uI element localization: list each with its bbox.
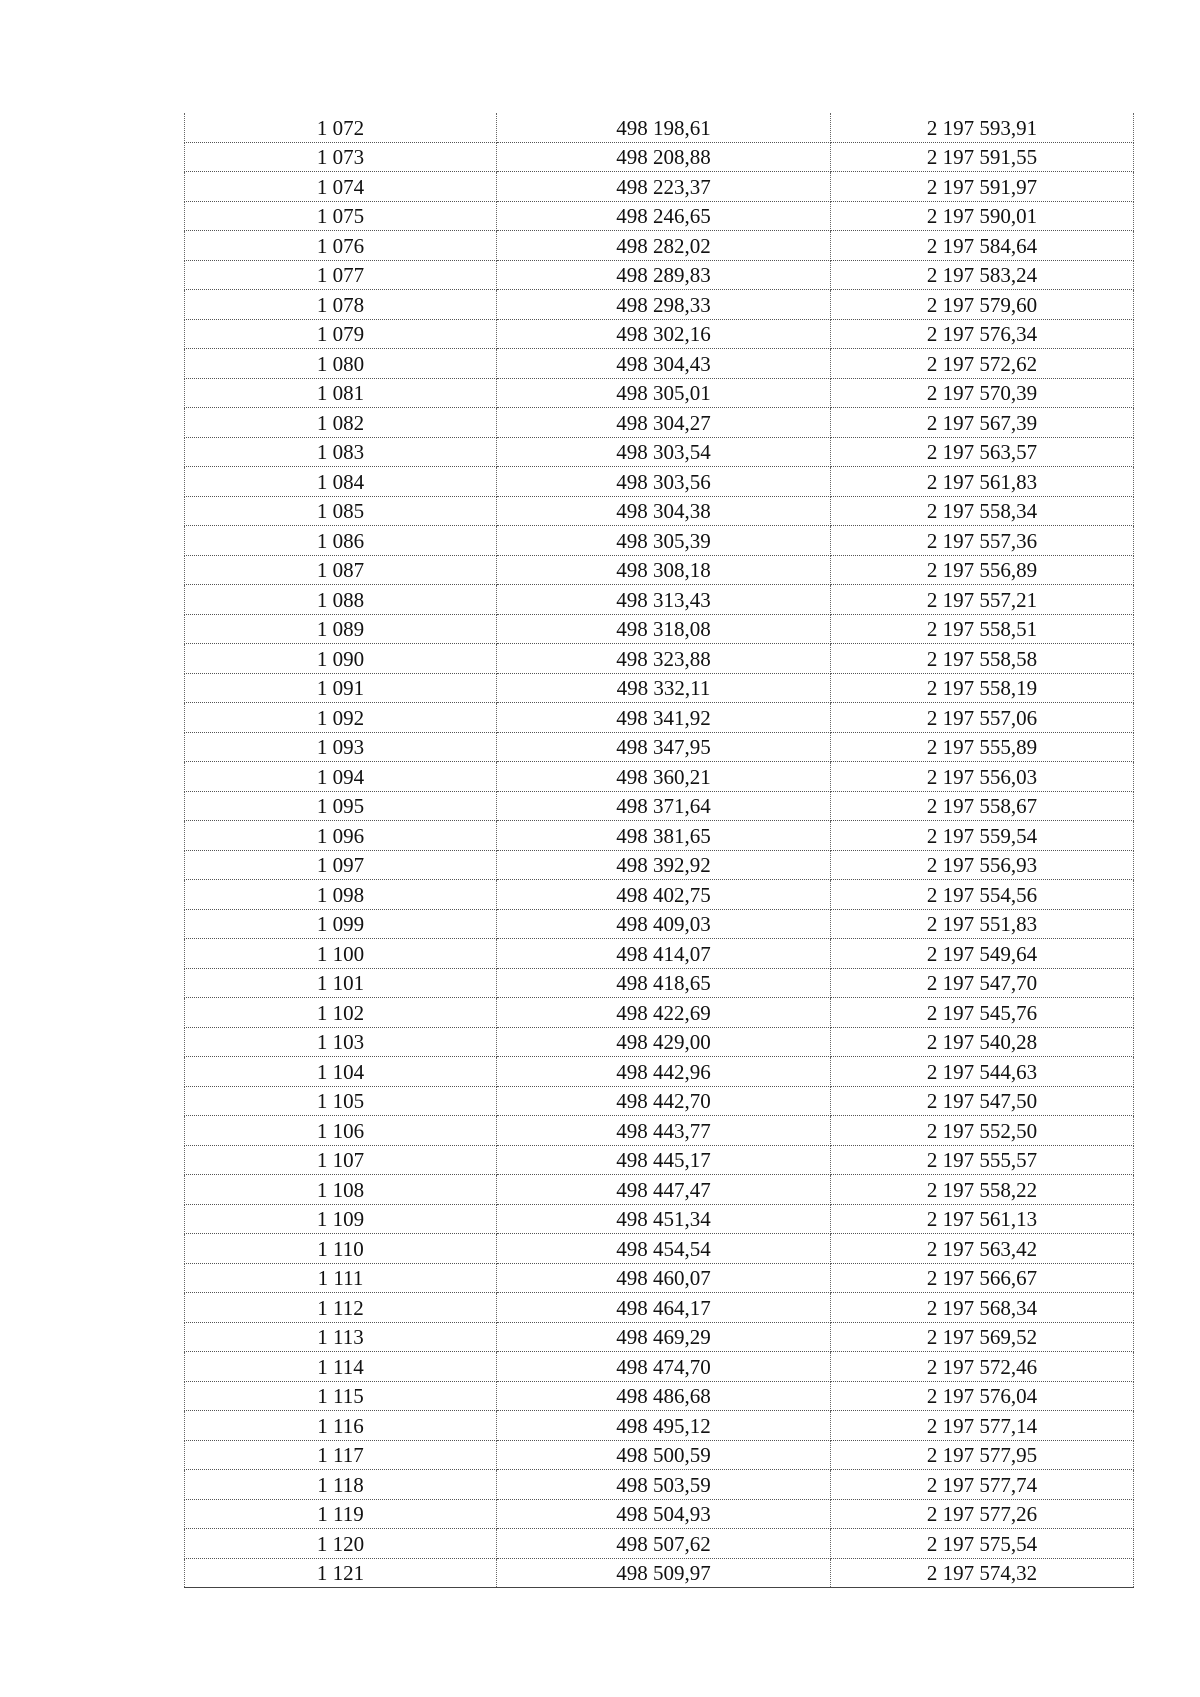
x-coordinate-cell: 498 445,17: [497, 1145, 831, 1175]
table-row: [185, 408, 1134, 438]
x-coordinate-cell: 498 504,93: [497, 1499, 831, 1529]
y-coordinate-cell: 2 197 570,39: [831, 378, 1134, 408]
x-coordinate-cell: 498 223,37: [497, 172, 831, 202]
y-coordinate-cell: 2 197 557,36: [831, 526, 1134, 556]
table-row: [185, 1411, 1134, 1441]
point-number-cell: 1 083: [185, 437, 497, 467]
y-coordinate-cell: 2 197 556,93: [831, 850, 1134, 880]
table-row: [185, 821, 1134, 851]
point-number-cell: 1 109: [185, 1204, 497, 1234]
x-coordinate-cell: 498 500,59: [497, 1440, 831, 1470]
x-coordinate-cell: 498 507,62: [497, 1529, 831, 1559]
table-row: [185, 1057, 1134, 1087]
point-number-cell: 1 115: [185, 1381, 497, 1411]
table-row: [185, 1027, 1134, 1057]
point-number-cell: 1 091: [185, 673, 497, 703]
y-coordinate-cell: 2 197 583,24: [831, 260, 1134, 290]
table-row: [185, 113, 1134, 142]
x-coordinate-cell: 498 198,61: [497, 113, 831, 142]
x-coordinate-cell: 498 304,27: [497, 408, 831, 438]
table-row: [185, 998, 1134, 1028]
point-number-cell: 1 097: [185, 850, 497, 880]
x-coordinate-cell: 498 347,95: [497, 732, 831, 762]
x-coordinate-cell: 498 469,29: [497, 1322, 831, 1352]
point-number-cell: 1 108: [185, 1175, 497, 1205]
y-coordinate-cell: 2 197 547,50: [831, 1086, 1134, 1116]
x-coordinate-cell: 498 298,33: [497, 290, 831, 320]
table-row: [185, 231, 1134, 261]
point-number-cell: 1 079: [185, 319, 497, 349]
point-number-cell: 1 075: [185, 201, 497, 231]
x-coordinate-cell: 498 305,39: [497, 526, 831, 556]
y-coordinate-cell: 2 197 576,34: [831, 319, 1134, 349]
table-row: [185, 1440, 1134, 1470]
y-coordinate-cell: 2 197 557,06: [831, 703, 1134, 733]
y-coordinate-cell: 2 197 555,57: [831, 1145, 1134, 1175]
y-coordinate-cell: 2 197 577,74: [831, 1470, 1134, 1500]
x-coordinate-cell: 498 495,12: [497, 1411, 831, 1441]
x-coordinate-cell: 498 503,59: [497, 1470, 831, 1500]
point-number-cell: 1 107: [185, 1145, 497, 1175]
y-coordinate-cell: 2 197 544,63: [831, 1057, 1134, 1087]
table-row: [185, 172, 1134, 202]
x-coordinate-cell: 498 402,75: [497, 880, 831, 910]
x-coordinate-cell: 498 308,18: [497, 555, 831, 585]
x-coordinate-cell: 498 323,88: [497, 644, 831, 674]
x-coordinate-cell: 498 303,56: [497, 467, 831, 497]
table-row: [185, 349, 1134, 379]
point-number-cell: 1 098: [185, 880, 497, 910]
y-coordinate-cell: 2 197 556,03: [831, 762, 1134, 792]
y-coordinate-cell: 2 197 590,01: [831, 201, 1134, 231]
table-row: [185, 1086, 1134, 1116]
x-coordinate-cell: 498 486,68: [497, 1381, 831, 1411]
table-row: [185, 880, 1134, 910]
y-coordinate-cell: 2 197 561,83: [831, 467, 1134, 497]
x-coordinate-cell: 498 464,17: [497, 1293, 831, 1323]
table-row: [185, 1322, 1134, 1352]
table-row: [185, 1293, 1134, 1323]
point-number-cell: 1 116: [185, 1411, 497, 1441]
coordinates-table: [184, 113, 1134, 1588]
point-number-cell: 1 090: [185, 644, 497, 674]
y-coordinate-cell: 2 197 574,32: [831, 1558, 1134, 1588]
table-row: [185, 1116, 1134, 1146]
point-number-cell: 1 113: [185, 1322, 497, 1352]
table-row: [185, 290, 1134, 320]
y-coordinate-cell: 2 197 569,52: [831, 1322, 1134, 1352]
table-row: [185, 1204, 1134, 1234]
point-number-cell: 1 077: [185, 260, 497, 290]
point-number-cell: 1 095: [185, 791, 497, 821]
y-coordinate-cell: 2 197 577,14: [831, 1411, 1134, 1441]
x-coordinate-cell: 498 443,77: [497, 1116, 831, 1146]
table-row: [185, 437, 1134, 467]
point-number-cell: 1 080: [185, 349, 497, 379]
table-row: [185, 1499, 1134, 1529]
point-number-cell: 1 120: [185, 1529, 497, 1559]
point-number-cell: 1 104: [185, 1057, 497, 1087]
table-row: [185, 585, 1134, 615]
point-number-cell: 1 121: [185, 1558, 497, 1588]
table-row: [185, 201, 1134, 231]
x-coordinate-cell: 498 454,54: [497, 1234, 831, 1264]
y-coordinate-cell: 2 197 591,55: [831, 142, 1134, 172]
y-coordinate-cell: 2 197 558,67: [831, 791, 1134, 821]
x-coordinate-cell: 498 332,11: [497, 673, 831, 703]
point-number-cell: 1 101: [185, 968, 497, 998]
x-coordinate-cell: 498 381,65: [497, 821, 831, 851]
point-number-cell: 1 117: [185, 1440, 497, 1470]
y-coordinate-cell: 2 197 567,39: [831, 408, 1134, 438]
y-coordinate-cell: 2 197 554,56: [831, 880, 1134, 910]
table-row: [185, 378, 1134, 408]
x-coordinate-cell: 498 371,64: [497, 791, 831, 821]
y-coordinate-cell: 2 197 561,13: [831, 1204, 1134, 1234]
x-coordinate-cell: 498 418,65: [497, 968, 831, 998]
point-number-cell: 1 072: [185, 113, 497, 142]
y-coordinate-cell: 2 197 577,95: [831, 1440, 1134, 1470]
point-number-cell: 1 092: [185, 703, 497, 733]
table-row: [185, 526, 1134, 556]
y-coordinate-cell: 2 197 540,28: [831, 1027, 1134, 1057]
x-coordinate-cell: 498 305,01: [497, 378, 831, 408]
table-row: [185, 1381, 1134, 1411]
point-number-cell: 1 086: [185, 526, 497, 556]
table-row: [185, 467, 1134, 497]
x-coordinate-cell: 498 318,08: [497, 614, 831, 644]
y-coordinate-cell: 2 197 577,26: [831, 1499, 1134, 1529]
x-coordinate-cell: 498 460,07: [497, 1263, 831, 1293]
y-coordinate-cell: 2 197 558,34: [831, 496, 1134, 526]
x-coordinate-cell: 498 304,43: [497, 349, 831, 379]
x-coordinate-cell: 498 341,92: [497, 703, 831, 733]
x-coordinate-cell: 498 414,07: [497, 939, 831, 969]
y-coordinate-cell: 2 197 545,76: [831, 998, 1134, 1028]
point-number-cell: 1 118: [185, 1470, 497, 1500]
table-row: [185, 791, 1134, 821]
y-coordinate-cell: 2 197 558,58: [831, 644, 1134, 674]
table-row: [185, 762, 1134, 792]
point-number-cell: 1 114: [185, 1352, 497, 1382]
point-number-cell: 1 073: [185, 142, 497, 172]
coordinates-table-body: [185, 113, 1134, 1588]
x-coordinate-cell: 498 313,43: [497, 585, 831, 615]
table-row: [185, 614, 1134, 644]
y-coordinate-cell: 2 197 584,64: [831, 231, 1134, 261]
table-row: [185, 673, 1134, 703]
y-coordinate-cell: 2 197 549,64: [831, 939, 1134, 969]
y-coordinate-cell: 2 197 568,34: [831, 1293, 1134, 1323]
point-number-cell: 1 105: [185, 1086, 497, 1116]
y-coordinate-cell: 2 197 579,60: [831, 290, 1134, 320]
y-coordinate-cell: 2 197 547,70: [831, 968, 1134, 998]
y-coordinate-cell: 2 197 572,46: [831, 1352, 1134, 1382]
x-coordinate-cell: 498 392,92: [497, 850, 831, 880]
x-coordinate-cell: 498 282,02: [497, 231, 831, 261]
y-coordinate-cell: 2 197 576,04: [831, 1381, 1134, 1411]
table-row: [185, 1234, 1134, 1264]
point-number-cell: 1 078: [185, 290, 497, 320]
y-coordinate-cell: 2 197 563,57: [831, 437, 1134, 467]
table-row: [185, 1145, 1134, 1175]
table-row: [185, 850, 1134, 880]
point-number-cell: 1 087: [185, 555, 497, 585]
point-number-cell: 1 085: [185, 496, 497, 526]
y-coordinate-cell: 2 197 557,21: [831, 585, 1134, 615]
point-number-cell: 1 102: [185, 998, 497, 1028]
x-coordinate-cell: 498 442,70: [497, 1086, 831, 1116]
point-number-cell: 1 089: [185, 614, 497, 644]
point-number-cell: 1 081: [185, 378, 497, 408]
x-coordinate-cell: 498 246,65: [497, 201, 831, 231]
table-row: [185, 1558, 1134, 1588]
x-coordinate-cell: 498 304,38: [497, 496, 831, 526]
x-coordinate-cell: 498 303,54: [497, 437, 831, 467]
y-coordinate-cell: 2 197 552,50: [831, 1116, 1134, 1146]
x-coordinate-cell: 498 208,88: [497, 142, 831, 172]
y-coordinate-cell: 2 197 558,22: [831, 1175, 1134, 1205]
point-number-cell: 1 074: [185, 172, 497, 202]
y-coordinate-cell: 2 197 575,54: [831, 1529, 1134, 1559]
x-coordinate-cell: 498 429,00: [497, 1027, 831, 1057]
table-row: [185, 968, 1134, 998]
x-coordinate-cell: 498 289,83: [497, 260, 831, 290]
point-number-cell: 1 112: [185, 1293, 497, 1323]
table-row: [185, 142, 1134, 172]
y-coordinate-cell: 2 197 558,19: [831, 673, 1134, 703]
point-number-cell: 1 110: [185, 1234, 497, 1264]
point-number-cell: 1 111: [185, 1263, 497, 1293]
table-row: [185, 260, 1134, 290]
point-number-cell: 1 082: [185, 408, 497, 438]
x-coordinate-cell: 498 302,16: [497, 319, 831, 349]
point-number-cell: 1 100: [185, 939, 497, 969]
x-coordinate-cell: 498 474,70: [497, 1352, 831, 1382]
table-row: [185, 1352, 1134, 1382]
x-coordinate-cell: 498 409,03: [497, 909, 831, 939]
point-number-cell: 1 076: [185, 231, 497, 261]
point-number-cell: 1 099: [185, 909, 497, 939]
point-number-cell: 1 096: [185, 821, 497, 851]
y-coordinate-cell: 2 197 559,54: [831, 821, 1134, 851]
y-coordinate-cell: 2 197 591,97: [831, 172, 1134, 202]
y-coordinate-cell: 2 197 551,83: [831, 909, 1134, 939]
x-coordinate-cell: 498 509,97: [497, 1558, 831, 1588]
table-row: [185, 319, 1134, 349]
point-number-cell: 1 103: [185, 1027, 497, 1057]
table-row: [185, 644, 1134, 674]
point-number-cell: 1 094: [185, 762, 497, 792]
y-coordinate-cell: 2 197 566,67: [831, 1263, 1134, 1293]
table-row: [185, 496, 1134, 526]
point-number-cell: 1 088: [185, 585, 497, 615]
table-row: [185, 939, 1134, 969]
table-row: [185, 1470, 1134, 1500]
y-coordinate-cell: 2 197 558,51: [831, 614, 1134, 644]
table-row: [185, 1175, 1134, 1205]
y-coordinate-cell: 2 197 556,89: [831, 555, 1134, 585]
y-coordinate-cell: 2 197 593,91: [831, 113, 1134, 142]
table-row: [185, 909, 1134, 939]
point-number-cell: 1 084: [185, 467, 497, 497]
x-coordinate-cell: 498 451,34: [497, 1204, 831, 1234]
x-coordinate-cell: 498 447,47: [497, 1175, 831, 1205]
x-coordinate-cell: 498 442,96: [497, 1057, 831, 1087]
point-number-cell: 1 119: [185, 1499, 497, 1529]
y-coordinate-cell: 2 197 555,89: [831, 732, 1134, 762]
table-row: [185, 555, 1134, 585]
point-number-cell: 1 106: [185, 1116, 497, 1146]
table-row: [185, 1263, 1134, 1293]
y-coordinate-cell: 2 197 572,62: [831, 349, 1134, 379]
table-row: [185, 732, 1134, 762]
x-coordinate-cell: 498 360,21: [497, 762, 831, 792]
table-row: [185, 1529, 1134, 1559]
y-coordinate-cell: 2 197 563,42: [831, 1234, 1134, 1264]
point-number-cell: 1 093: [185, 732, 497, 762]
table-row: [185, 703, 1134, 733]
x-coordinate-cell: 498 422,69: [497, 998, 831, 1028]
